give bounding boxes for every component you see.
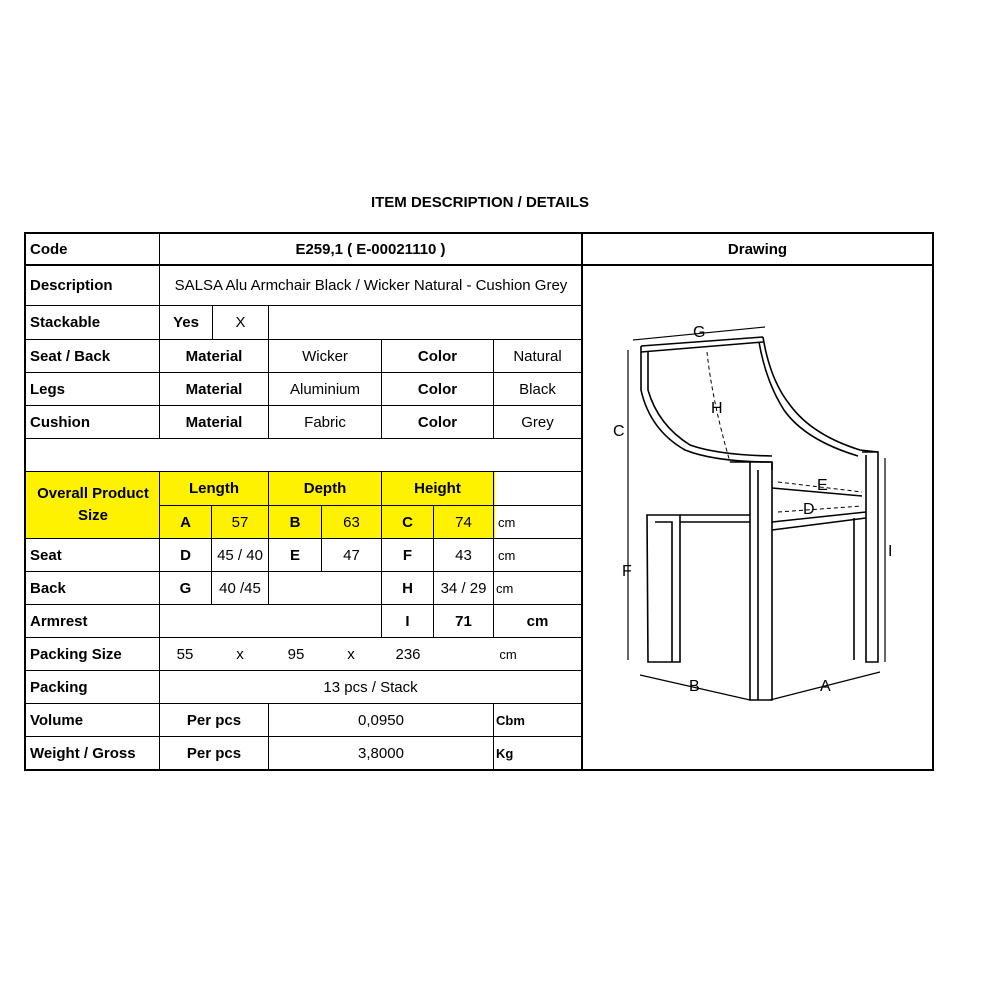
dim-unit-4: cm [526,612,549,630]
dim-h-letter: H [402,579,413,597]
dim-g-value: 40 /45 [219,579,261,597]
dim-c-value: 74 [455,513,472,531]
packing-size-1: 55 [176,645,194,663]
packing-value: 13 pcs / Stack [323,678,418,696]
seat-back-color-label: Color [417,347,458,365]
legs-color: Black [519,380,556,398]
volume-unit: Cbm [496,712,525,728]
drawing-label-e: E [817,477,828,494]
overall-size-label: Overall Product Size [37,485,149,524]
chair-outline [641,337,878,700]
dim-f-letter: F [402,546,413,564]
description-value: SALSA Alu Armchair Black / Wicker Natural - Cushion Grey [174,277,568,294]
packing-size-unit: cm [499,646,517,662]
cushion-color: Grey [521,413,554,431]
drawing-label-g: G [693,324,706,341]
packing-size-3: 236 [395,645,421,663]
seat-back-label: Seat / Back [30,347,111,365]
dim-b-value: 63 [343,513,360,531]
packing-size-label: Packing Size [30,645,122,663]
seat-back-material-label: Material [185,347,243,365]
cushion-material-label: Material [185,413,243,431]
dim-unit-1: cm [498,514,516,530]
drawing-label-a: A [820,678,831,695]
dim-b-letter: B [289,513,301,531]
legs-label: Legs [30,380,66,398]
length-label: Length [189,480,239,497]
packing-x-2: x [347,645,355,663]
dim-i-value: 71 [455,612,472,630]
stackable-label: Stackable [30,314,101,331]
stackable-yes: Yes [173,314,199,331]
dim-e-letter: E [289,546,300,564]
legs-material-label: Material [185,380,243,398]
depth-label: Depth [303,480,347,497]
drawing-label-i: I [888,543,893,560]
seat-label: Seat [30,546,62,564]
cushion-color-label: Color [417,413,458,431]
dim-i-letter: I [405,612,410,630]
drawing-label-c: C [613,423,625,440]
packing-label: Packing [30,678,88,696]
legs-material: Aluminium [289,380,361,398]
code-value: E259,1 ( E-00021110 ) [295,240,446,258]
dim-unit-3: cm [496,580,514,596]
drawing-label-d: D [803,501,815,518]
dim-h-value: 34 / 29 [440,579,487,597]
drawing-label-b: B [689,678,700,695]
cushion-label: Cushion [30,413,90,431]
code-label: Code [30,240,68,258]
volume-label: Volume [30,711,84,729]
legs-color-label: Color [417,380,458,398]
volume-value: 0,0950 [358,711,404,729]
dim-d-letter: D [180,546,191,564]
dim-c-letter: C [402,513,413,531]
packing-size-2: 95 [287,645,305,663]
back-label: Back [30,579,66,597]
dimension-guides [707,352,862,512]
page-title: ITEM DESCRIPTION / DETAILS [370,194,590,211]
volume-per-pcs: Per pcs [186,711,242,729]
dim-g-letter: G [179,579,192,597]
weight-label: Weight / Gross [30,744,136,762]
stackable-mark: X [235,314,246,331]
drawing-label-f: F [622,563,632,580]
armrest-label: Armrest [30,612,88,630]
seat-back-color: Natural [513,347,562,365]
height-label: Height [414,480,461,497]
seat-back-material: Wicker [302,347,348,365]
packing-x-1: x [236,645,244,663]
weight-value: 3,8000 [358,744,404,762]
dim-f-value: 43 [455,546,472,564]
dim-e-value: 47 [343,546,360,564]
dim-a-value: 57 [231,513,249,531]
drawing-label: Drawing [727,240,788,258]
drawing-letters [613,324,892,695]
dim-unit-2: cm [498,547,516,563]
weight-per-pcs: Per pcs [186,744,242,762]
dim-d-value: 45 / 40 [217,546,263,564]
description-label: Description [30,277,113,294]
dim-a-letter: A [180,513,191,531]
chair-drawing [583,266,932,769]
cushion-material: Fabric [304,413,346,431]
drawing-label-h: H [711,400,723,417]
weight-unit: Kg [496,745,514,761]
